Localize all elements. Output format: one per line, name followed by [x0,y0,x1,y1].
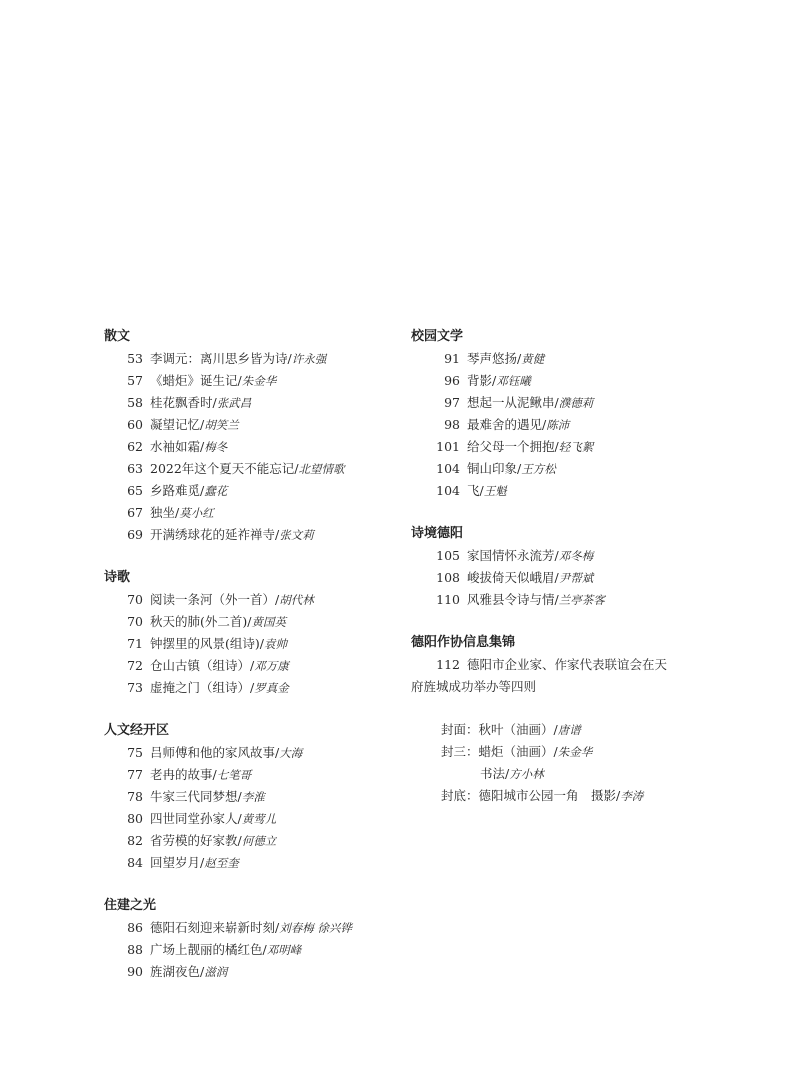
entry-title: 琴声悠扬 [467,351,518,366]
section-prose [104,327,394,546]
page-number: 88 [127,942,143,957]
toc-entry[interactable]: 101 给父母一个拥抱/轻飞絮 [411,436,711,458]
entry-title: 风雅县令诗与情 [467,592,555,607]
toc-right-column [411,327,711,807]
toc-entry[interactable]: 86 德阳石刻迎来崭新时刻/刘春梅 徐兴铧 [104,917,394,939]
page-number: 67 [127,505,143,520]
entry-author: 梅冬 [204,440,228,454]
entry-title: 省劳模的好家教 [150,833,238,848]
entry-author: 陈沛 [546,418,570,432]
page-number: 96 [444,373,460,388]
entry-title: 牛家三代同梦想 [150,789,238,804]
toc-entry[interactable]: 77 老冉的故事/七笔哥 [104,764,394,786]
toc-entry[interactable]: 57 《蜡炬》诞生记/朱金华 [104,370,394,392]
entry-author: 兰亭茶客 [558,593,605,607]
page-number: 90 [127,964,143,979]
section-title: 诗歌 [104,570,131,585]
toc-entry[interactable]: 70 秋天的肺(外二首)/黄国英 [104,611,394,633]
section-construction [104,896,394,983]
entry-title: 旌湖夜色 [150,964,201,979]
page-number: 84 [127,855,143,870]
entry-title: 桂花飘香时 [150,395,213,410]
page-number: 101 [436,439,460,454]
toc-entry[interactable]: 97 想起一从泥鳅串/濮德莉 [411,392,711,414]
entry-title: 想起一从泥鳅串 [467,395,555,410]
entry-title: 独坐 [150,505,176,520]
toc-left-column [104,327,394,983]
entry-author: 许永强 [291,352,327,366]
entry-author: 蠢花 [204,484,228,498]
entry-author: 刘春梅 徐兴铧 [279,921,352,935]
entry-title: 钟摆里的风景(组诗) [150,636,260,651]
page-number: 82 [127,833,143,848]
toc-entry[interactable]: 90 旌湖夜色/滋润 [104,961,394,983]
entry-author: 朱金华 [241,374,277,388]
section-title: 人文经开区 [104,723,170,738]
page-number: 105 [436,548,460,563]
entry-title: 峻拔倚天似峨眉 [467,570,555,585]
entry-title: 阅读一条河（外一首） [150,592,276,607]
toc-entry[interactable]: 104 飞/王魁 [411,480,711,502]
entry-title: 李调元：离川思乡皆为诗 [150,351,288,366]
page-number: 80 [127,811,143,826]
entry-author: 七笔哥 [216,768,252,782]
entry-author: 尹帮斌 [558,571,594,585]
page-number: 63 [127,461,143,476]
page-number: 62 [127,439,143,454]
entry-author: 北望情歌 [298,462,345,476]
credit-author: 李涛 [620,789,644,803]
toc-entry[interactable]: 58 桂花飘香时/张武昌 [104,392,394,414]
cover-credits [411,719,711,807]
section-spacer [104,546,394,568]
section-spacer [104,699,394,721]
toc-entry[interactable]: 53 李调元：离川思乡皆为诗/许永强 [104,348,394,370]
section-poetic-deyang [411,524,711,611]
toc-entry[interactable]: 65 乡路难觅/蠢花 [104,480,394,502]
page-number: 97 [444,395,460,410]
entry-title: 飞 [467,483,480,498]
entry-title: 铜山印象 [467,461,518,476]
entry-author: 濮德莉 [558,396,594,410]
page-number: 104 [436,483,460,498]
entry-title: 老冉的故事 [150,767,213,782]
credit-back-cover: 封底：德阳城市公园一角 摄影/李涛 [441,788,644,803]
entry-title: 乡路难觅 [150,483,201,498]
section-campus-literature [411,327,711,502]
entry-author: 大海 [279,746,303,760]
section-title: 诗境德阳 [411,526,464,541]
toc-entry[interactable]: 80 四世同堂孙家人/黄莺儿 [104,808,394,830]
credit-calligraphy: 书法/方小林 [480,766,544,781]
page-number: 65 [127,483,143,498]
entry-author: 黄莺儿 [241,812,277,826]
entry-title: 开满绣球花的延祚禅寺 [150,527,276,542]
toc-entry[interactable]: 110 风雅县令诗与情/兰亭茶客 [411,589,711,611]
entry-author: 张武昌 [216,396,252,410]
credit-front-cover: 封面：秋叶（油画）/唐谱 [441,722,581,737]
credit-inside-back-cover: 封三：蜡炬（油画）/朱金华 [441,744,593,759]
toc-entry[interactable]: 60 凝望记忆/胡笑兰 [104,414,394,436]
toc-entry[interactable]: 75 吕师傅和他的家风故事/大海 [104,742,394,764]
entry-title-line1: 德阳市企业家、作家代表联谊会在天 [467,657,668,672]
toc-entry[interactable]: 98 最难舍的遇见/陈沛 [411,414,711,436]
section-title: 散文 [104,329,131,344]
section-spacer [104,874,394,896]
credit-label: 书法 [480,766,506,781]
toc-entry[interactable]: 72 仓山古镇（组诗）/邓万康 [104,655,394,677]
page-number: 78 [127,789,143,804]
entry-title: 广场上靓丽的橘红色 [150,942,263,957]
entry-author: 邓冬梅 [558,549,594,563]
page-number: 75 [127,745,143,760]
page-number: 69 [127,527,143,542]
page-number: 77 [127,767,143,782]
entry-author: 罗真金 [254,681,289,695]
toc-entry[interactable]: 73 虚掩之门（组诗）/罗真金 [104,677,394,699]
toc-entry[interactable]: 62 水袖如霜/梅冬 [104,436,394,458]
toc-entry[interactable]: 84 回望岁月/赵至奎 [104,852,394,874]
page-number: 60 [127,417,143,432]
credit-label: 封底：德阳城市公园一角 摄影 [441,788,617,803]
toc-entry[interactable]: 71 钟摆里的风景(组诗)/袁帅 [104,633,394,655]
entry-title: 背影 [467,373,493,388]
entry-author: 胡代林 [279,593,314,607]
entry-title: 四世同堂孙家人 [150,811,238,826]
entry-title: 最难舍的遇见 [467,417,543,432]
toc-entry[interactable]: 104 铜山印象/王方松 [411,458,711,480]
entry-author: 黄国英 [251,615,286,629]
toc-entry[interactable]: 96 背影/邓钰曦 [411,370,711,392]
entry-author: 赵至奎 [204,856,239,870]
page-number: 110 [436,592,460,607]
entry-author: 邓万康 [254,659,289,673]
section-title: 德阳作协信息集锦 [411,635,516,650]
toc-entry[interactable]: 82 省劳模的好家教/何德立 [104,830,394,852]
section-poetry [104,568,394,699]
entry-author: 何德立 [241,834,277,848]
entry-author: 张文莉 [279,528,314,542]
entry-title-line2: 府旌城成功举办等四则 [411,679,537,694]
entry-author: 莫小红 [179,506,214,520]
section-writers-association-news [411,633,711,698]
entry-title: 《蜡炬》诞生记 [150,373,238,388]
entry-author: 王魁 [483,484,507,498]
page-number: 72 [127,658,143,673]
credit-author: 唐谱 [557,723,581,737]
section-title: 住建之光 [104,898,157,913]
page-number: 98 [444,417,460,432]
entry-author: 王方松 [521,462,556,476]
entry-author: 胡笑兰 [204,418,239,432]
page-number: 112 [436,657,460,672]
toc-entry[interactable]: 88 广场上靓丽的橘红色/邓明峰 [104,939,394,961]
section-spacer [411,611,711,633]
toc-entry[interactable]: 67 独坐/莫小红 [104,502,394,524]
section-title: 校园文学 [411,329,464,344]
page-number: 53 [127,351,143,366]
entry-author: 邓明峰 [266,943,302,957]
entry-title: 水袖如霜 [150,439,201,454]
credit-label: 封三：蜡炬（油画） [441,744,554,759]
entry-title: 仓山古镇（组诗） [150,658,251,673]
page-number: 104 [436,461,460,476]
entry-author: 轻飞絮 [558,440,594,454]
page-number: 86 [127,920,143,935]
entry-title: 德阳石刻迎来崭新时刻 [150,920,276,935]
entry-title: 给父母一个拥抱 [467,439,555,454]
credit-label: 封面：秋叶（油画） [441,722,554,737]
entry-title: 2022年这个夏天不能忘记 [150,461,295,476]
entry-author: 李淮 [241,790,265,804]
toc-entry[interactable]: 91 琴声悠扬/黄健 [411,348,711,370]
toc-entry[interactable] [411,654,691,698]
entry-author: 滋润 [204,965,228,979]
toc-entry[interactable]: 105 家国情怀永流芳/邓冬梅 [411,545,711,567]
section-humanities [104,721,394,874]
entry-title: 家国情怀永流芳 [467,548,555,563]
page-number: 57 [127,373,143,388]
page-number: 70 [127,614,143,629]
entry-author: 黄健 [521,352,545,366]
toc-entry[interactable]: 70 阅读一条河（外一首）/胡代林 [104,589,394,611]
section-spacer [411,502,711,524]
entry-title: 吕师傅和他的家风故事 [150,745,276,760]
page-number: 58 [127,395,143,410]
entry-title: 虚掩之门（组诗） [150,680,251,695]
page-number: 108 [436,570,460,585]
toc-entry[interactable]: 108 峻拔倚天似峨眉/尹帮斌 [411,567,711,589]
entry-title: 凝望记忆 [150,417,201,432]
toc-entry[interactable]: 63 2022年这个夏天不能忘记/北望情歌 [104,458,394,480]
page-number: 91 [444,351,460,366]
credit-author: 朱金华 [557,745,593,759]
entry-author: 邓钰曦 [496,374,531,388]
page-number: 73 [127,680,143,695]
toc-entry[interactable]: 78 牛家三代同梦想/李淮 [104,786,394,808]
page-number: 70 [127,592,143,607]
entry-title: 回望岁月 [150,855,201,870]
entry-title: 秋天的肺(外二首) [150,614,248,629]
toc-entry[interactable]: 69 开满绣球花的延祚禅寺/张文莉 [104,524,394,546]
page-number: 71 [127,636,143,651]
entry-author: 袁帅 [263,637,287,651]
credit-author: 方小林 [509,767,544,781]
